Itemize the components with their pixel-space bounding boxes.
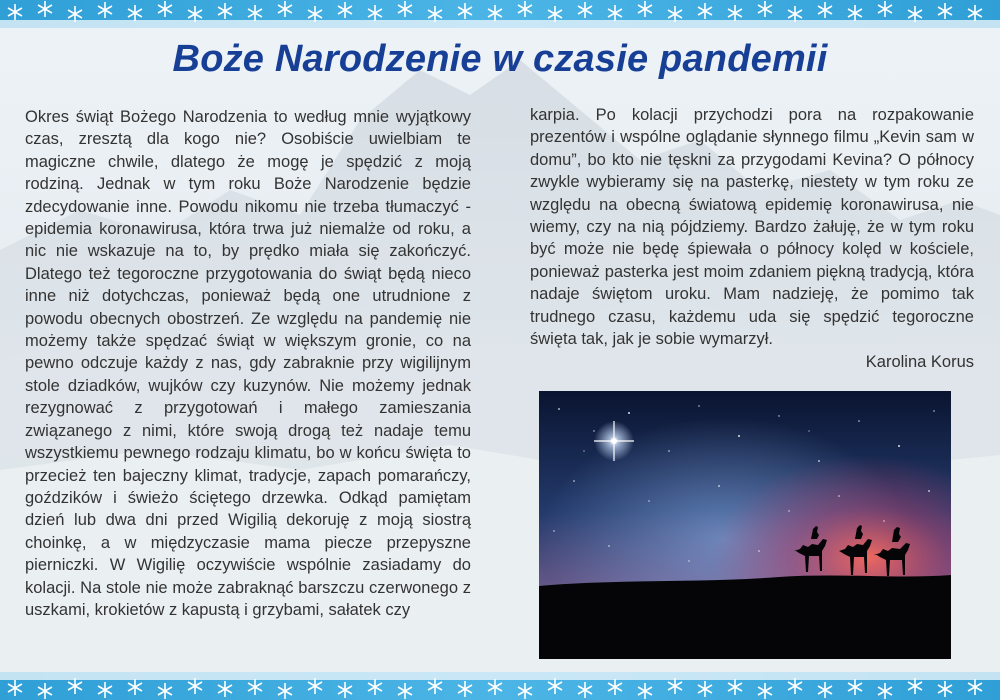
snowflake-icon: [8, 1, 982, 22]
snowflake-border-top: [0, 0, 1000, 28]
snowflake-border-bottom: [0, 672, 1000, 700]
wise-men-night-sky-image: [539, 391, 951, 659]
article-column-left: [25, 106, 471, 621]
author-signature: Karolina Korus: [865, 353, 974, 372]
article-title: Boże Narodzenie w czasie pandemii: [172, 38, 828, 80]
article-column-right: [530, 104, 974, 374]
snowflake-icon: [8, 678, 982, 699]
article-paragraph-left: Okres świąt Bożego Narodzenia to według mnie wyjątkowy czas, zresztą dla kogo nie? Osobiście uwielbiam te magiczne chwile, dlatego że mogę je spędzić z moją rodziną. Jednak w tym roku Boże Narodzenie będzie zdecydowanie inne. Powodu nikomu nie trzeba tłumaczyć - epidemia koronawirusa, która trwa już niemalże od roku, a nic nie wskazuje na to, by prędko miała się zakończyć. Dlatego też tegoroczne przygotowania do świąt będą nieco inne niż dotychczas, ponieważ będą one utrudnione z powodu obecnych obostrzeń. Ze względu na pandemię nie możemy także spędzać świąt w większym gronie, co na pewno odczuje każdy z nas, gdy zabraknie przy wigilijnym stole dziadków, wujków czy kuzynów. Nie możemy jednak rezygnować z przygotowań i małego zamieszania związanego z nimi, które swoją drogą też nadaje temu wszystkiemu pewnego rodzaju klimatu, bo w końcu święta to przecież ten bajeczny klimat, tradycje, zapach pomarańczy, goździków i świeżo ściętego drzewka. Odkąd pamiętam dzień lub dwa dni przed Wigilią dekoruję z moją siostrą choinkę, a w międzyczasie mama piecze przepyszne pierniczki. W Wigilię oczywiście wspólnie zasiadamy do kolacji. Na stole nie może zabraknąć barszczu czerwonego z uszkami, krokietów z kapustą i grzybami, sałatek czy: [25, 108, 471, 619]
article-paragraph-right: karpia. Po kolacji przychodzi pora na rozpakowanie prezentów i wspólne oglądanie słynnego filmu „Kevin sam w domu”, bo kto nie tęskni za przygodami Kevina? O północy zwykle wybieramy się na pasterkę, niestety w tym roku ze względu na obecną światową epidemię koronawirusa, nie wiemy, czy na nią pójdziemy. Bardzo żałuję, że w tym roku być może nie będę śpiewała o północy kolęd w kościele, ponieważ pasterka jest moim zdaniem piękną tradycją, która nadaje świętom uroku. Mam nadzieję, że pomimo tak trudnego czasu, każdemu uda się spędzić tegoroczne święta tak, jak je sobie wymarzył.: [530, 106, 974, 349]
